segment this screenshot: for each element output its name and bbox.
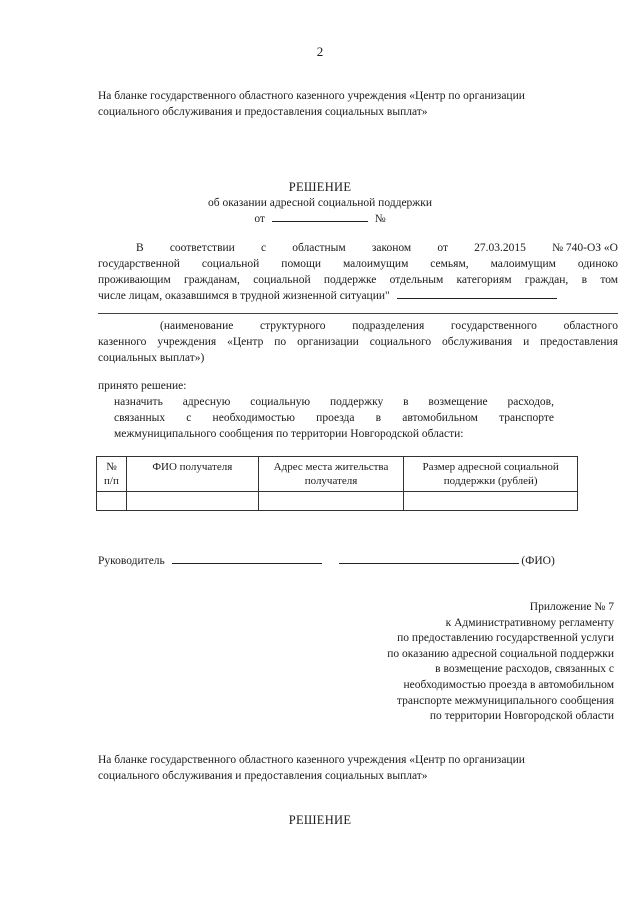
legal-basis-line-3: проживающим гражданам, социальной поддержке отдельным категориям граждан, в том (98, 274, 618, 286)
appendix-line: по оказанию адресной социальной поддержки (387, 647, 614, 660)
decision-body-line-2: связанных с необходимостью проезда в автомобильном транспорте (114, 412, 554, 424)
header-text: № (106, 461, 117, 473)
header-cell-number (97, 457, 127, 492)
appendix-line: по предоставлению государственной услуги (397, 632, 614, 645)
appendix-line: необходимостью проезда в автомобильном (403, 678, 614, 691)
header-text: п/п (104, 475, 119, 487)
header-text: ФИО получателя (152, 461, 233, 473)
signature-label: Руководитель (98, 555, 165, 567)
subdivision-blank (397, 288, 557, 299)
legal-basis-line-4-text: числе лицам, оказавшимся в трудной жизненной ситуации" (98, 290, 390, 302)
letterhead-line-1: На бланке государственного областного казенного учреждения «Центр по организации (98, 754, 525, 766)
word: от (437, 242, 448, 254)
decision-subtitle: об оказании адресной социальной поддержки (208, 197, 432, 209)
accepted-label: принято решение: (98, 380, 187, 392)
legal-basis-paragraph (98, 240, 618, 304)
fio-label: (ФИО) (521, 555, 555, 567)
appendix-line: к Административному регламенту (445, 616, 614, 629)
letterhead-line-2: социального обслуживания и предоставления социальных выплат» (98, 770, 428, 782)
letterhead-line-1: На бланке государственного областного казенного учреждения «Центр по организации (98, 90, 525, 102)
decision-title-2: РЕШЕНИЕ (288, 813, 352, 827)
legal-basis-line-1 (98, 240, 618, 256)
appendix-note (300, 600, 614, 725)
subdivision-caption-line-3: социальных выплат») (98, 352, 205, 364)
decision-body (98, 394, 554, 442)
page-number: 2 (316, 44, 324, 59)
signature-blank (172, 553, 322, 564)
recipients-table (96, 456, 578, 511)
date-blank (272, 211, 368, 222)
decision-title: РЕШЕНИЕ (288, 180, 352, 194)
word: В (136, 242, 144, 254)
table-header-row (97, 457, 578, 492)
header-text: Размер адресной социальной (422, 461, 559, 473)
header-text: Адрес места жительства (273, 461, 389, 473)
table-cell (404, 492, 578, 511)
decision-body-line-1: назначить адресную социальную поддержку в возмещение расходов, (114, 396, 554, 408)
appendix-line: транспорте межмуниципального сообщения (396, 694, 614, 707)
legal-basis-line-4 (98, 288, 618, 304)
decision-text (98, 378, 618, 442)
table-cell (97, 492, 127, 511)
law-number: № 740-ОЗ «О (552, 242, 618, 254)
subdivision-rule (98, 313, 618, 314)
letterhead-note-2 (98, 752, 618, 784)
header-cell-address (258, 457, 404, 492)
header-cell-amount (404, 457, 578, 492)
table-cell (258, 492, 404, 511)
word: с (260, 242, 267, 254)
number-label: № (374, 213, 386, 225)
subdivision-caption-line-2: казенного учреждения «Центр по организации социального обслуживания и предоставления (98, 336, 618, 348)
word: законом (371, 242, 412, 254)
subdivision-caption-line-1: (наименование структурного подразделения государственного областного (160, 320, 618, 332)
decision-date-number (0, 211, 640, 227)
signature-block (98, 553, 555, 567)
law-date: 27.03.2015 (474, 242, 526, 254)
letterhead-note (98, 88, 618, 120)
legal-basis-line-2: государственной социальной помощи малоимущим семьям, малоимущим одиноко (98, 258, 618, 270)
appendix-line: в возмещение расходов, связанных с (435, 663, 614, 676)
table-cell (126, 492, 258, 511)
word: областным (292, 242, 346, 254)
header-text: получателя (304, 475, 358, 487)
word: соответствии (169, 242, 235, 254)
header-text: поддержки (рублей) (443, 475, 538, 487)
letterhead-line-2: социального обслуживания и предоставления социальных выплат» (98, 106, 428, 118)
appendix-line: Приложение № 7 (529, 601, 614, 613)
fio-blank (339, 553, 519, 564)
from-label: от (254, 213, 265, 225)
subdivision-caption (98, 318, 618, 366)
decision-body-line-3: межмуниципального сообщения по территории Новгородской области: (114, 428, 464, 440)
header-cell-fio (126, 457, 258, 492)
table-row (97, 492, 578, 511)
appendix-line: по территории Новгородской области (429, 710, 614, 723)
